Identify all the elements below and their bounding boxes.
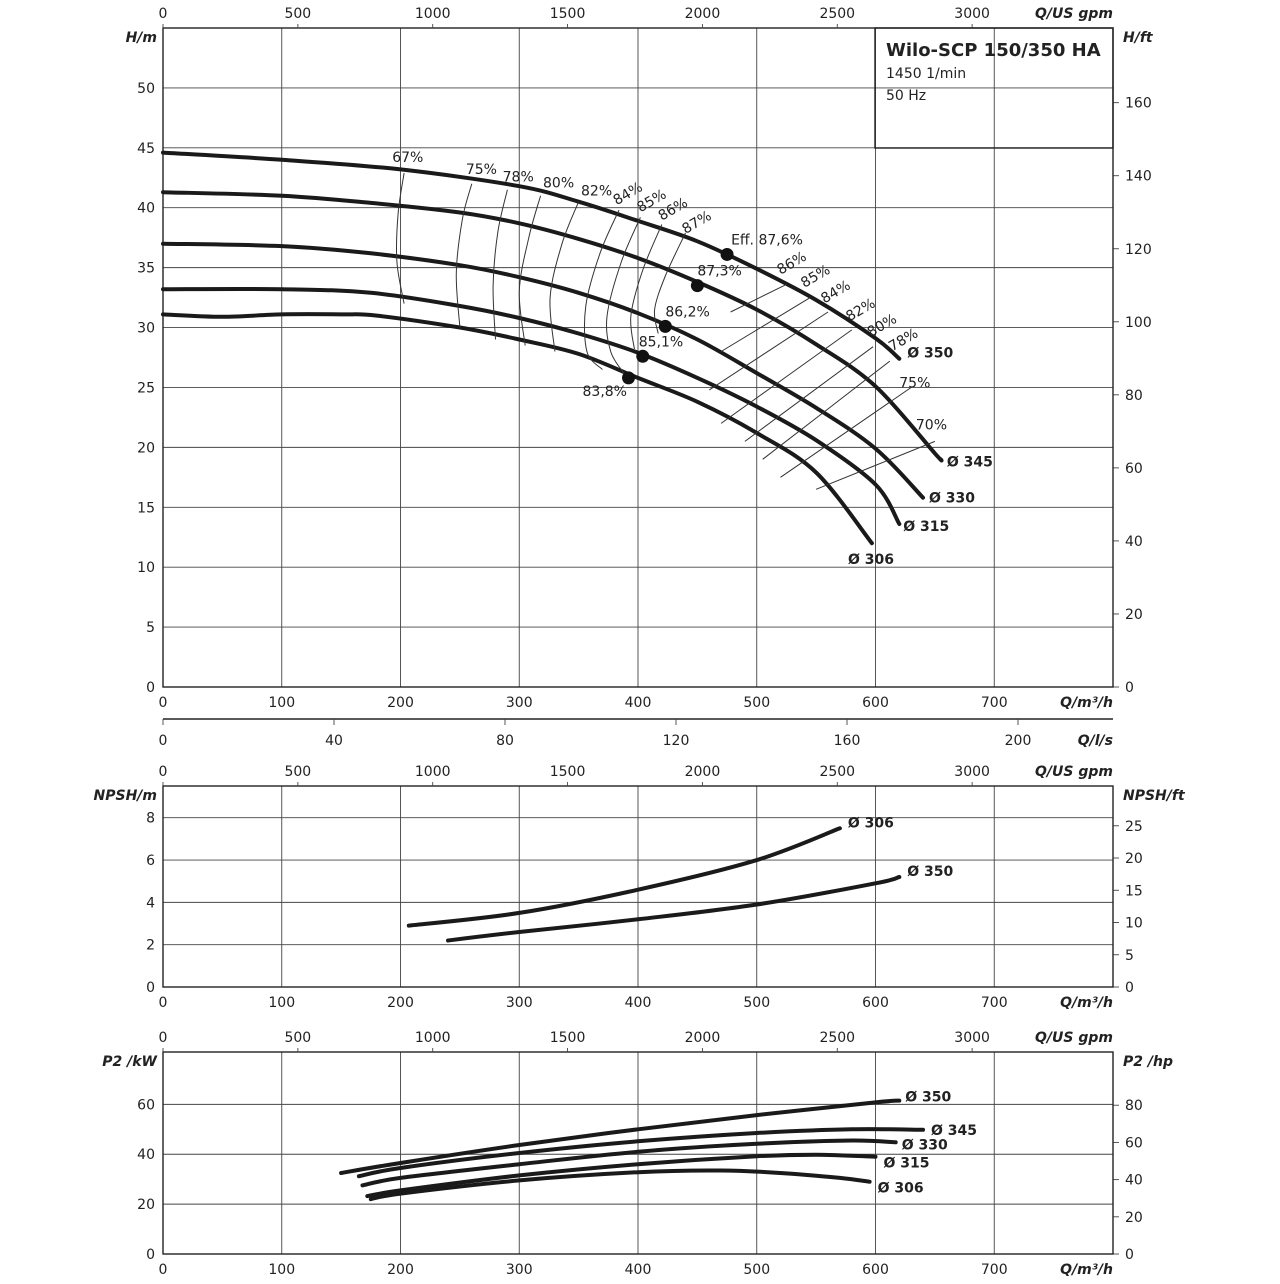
x-tick-label: 100 xyxy=(268,695,296,711)
bep-label: Eff. 87,6% xyxy=(731,232,803,249)
right-tick-label: 80 xyxy=(1125,1098,1143,1115)
y-axis-label-right: NPSH/ft xyxy=(1123,788,1185,804)
x-tick-label: 400 xyxy=(624,695,652,711)
x-tick-label: 0 xyxy=(158,1262,168,1278)
chart-title: Wilo-SCP 150/350 HA xyxy=(886,40,1101,61)
curve-350 xyxy=(448,877,899,941)
x-tick-label: 200 xyxy=(387,695,414,711)
curve-label: Ø 350 xyxy=(905,1089,952,1106)
ls-tick-label: 200 xyxy=(1004,733,1032,749)
panel-3 xyxy=(102,1030,1173,1278)
x-tick-label: 300 xyxy=(505,695,533,711)
y-axis-label: NPSH/m xyxy=(93,788,157,804)
y-tick-label: 20 xyxy=(137,1197,155,1214)
curve-315 xyxy=(163,289,899,524)
curve-306 xyxy=(409,828,840,925)
top-tick-label: 500 xyxy=(284,6,312,22)
curve-label: Ø 315 xyxy=(903,519,950,536)
bep-point xyxy=(721,248,734,261)
top-tick-label: 1000 xyxy=(414,6,451,22)
efficiency-label: 82% xyxy=(581,183,613,200)
y-tick-label: 0 xyxy=(146,980,155,996)
iso-efficiency-line xyxy=(731,284,787,312)
right-tick-label: 0 xyxy=(1125,1247,1134,1263)
y-tick-label: 30 xyxy=(137,320,155,337)
curve-label: Ø 330 xyxy=(929,490,975,507)
bep-point xyxy=(691,279,704,292)
ls-tick-label: 120 xyxy=(662,733,690,749)
y-tick-label: 2 xyxy=(146,937,155,954)
x-tick-label: 400 xyxy=(624,995,652,1011)
ls-tick-label: 80 xyxy=(496,733,514,749)
y-tick-label: 5 xyxy=(146,620,155,637)
y-tick-label: 0 xyxy=(146,680,155,696)
top-tick-label: 2000 xyxy=(684,1030,721,1046)
bep-label: 85,1% xyxy=(638,334,684,351)
top-tick-label: 500 xyxy=(284,1030,312,1046)
right-tick-label: 5 xyxy=(1125,947,1134,964)
top-tick-label: 1500 xyxy=(549,764,586,780)
efficiency-label: 70% xyxy=(915,417,947,434)
top-tick-label: 1500 xyxy=(549,6,586,22)
y-tick-label: 40 xyxy=(137,200,155,217)
x-axis-label: Q/m³/h xyxy=(1060,1262,1113,1278)
ls-tick-label: 160 xyxy=(833,733,861,749)
top-tick-label: 1000 xyxy=(414,764,451,780)
top-tick-label: 2000 xyxy=(684,764,721,780)
x-tick-label: 600 xyxy=(862,1262,889,1278)
top-axis-label: Q/US gpm xyxy=(1035,6,1113,22)
x-tick-label: 0 xyxy=(158,695,168,711)
top-tick-label: 1000 xyxy=(414,1030,451,1046)
efficiency-label: 67% xyxy=(392,150,424,167)
y-tick-label: 35 xyxy=(137,260,155,277)
y-tick-label: 20 xyxy=(137,440,155,457)
top-tick-label: 0 xyxy=(158,1030,168,1046)
top-axis-label: Q/US gpm xyxy=(1035,1030,1113,1046)
ls-tick-label: 40 xyxy=(325,733,343,749)
x-tick-label: 400 xyxy=(624,1262,652,1278)
efficiency-label: 86% xyxy=(774,248,810,279)
y-axis-label-right: H/ft xyxy=(1123,30,1153,46)
curve-label: Ø 306 xyxy=(847,815,894,832)
x-tick-label: 200 xyxy=(387,1262,414,1278)
top-tick-label: 3000 xyxy=(954,6,990,22)
right-tick-label: 20 xyxy=(1125,851,1143,868)
x-tick-label: 500 xyxy=(743,1262,771,1278)
right-tick-label: 20 xyxy=(1125,606,1143,623)
curve-label: Ø 345 xyxy=(946,454,993,471)
x-tick-label: 500 xyxy=(743,995,771,1011)
curve-label: Ø 350 xyxy=(907,863,954,880)
bep-point xyxy=(636,350,649,363)
efficiency-label: 86% xyxy=(655,194,691,225)
efficiency-label: 84% xyxy=(610,179,646,209)
efficiency-label: 85% xyxy=(634,186,670,216)
top-tick-label: 2500 xyxy=(819,1030,856,1046)
efficiency-label: 80% xyxy=(543,175,575,192)
y-axis-label: H/m xyxy=(125,30,157,46)
y-tick-label: 0 xyxy=(146,1247,155,1263)
bep-point xyxy=(622,371,635,384)
right-tick-label: 160 xyxy=(1125,95,1152,112)
y-tick-label: 50 xyxy=(137,80,155,97)
x-tick-label: 700 xyxy=(980,1262,1008,1278)
bep-label: 86,2% xyxy=(665,304,710,321)
top-tick-label: 0 xyxy=(158,764,168,780)
panel-2 xyxy=(94,764,1186,1011)
right-tick-label: 140 xyxy=(1125,168,1152,185)
bep-label: 87,3% xyxy=(697,263,742,280)
x-tick-label: 0 xyxy=(158,995,168,1011)
y-tick-label: 60 xyxy=(137,1097,155,1114)
efficiency-label: 78% xyxy=(886,325,922,355)
right-tick-label: 40 xyxy=(1125,533,1143,550)
curve-label: Ø 350 xyxy=(907,345,954,362)
right-tick-label: 20 xyxy=(1125,1209,1143,1226)
top-tick-label: 2000 xyxy=(684,6,721,22)
x-axis-label: Q/m³/h xyxy=(1060,995,1113,1011)
right-tick-label: 40 xyxy=(1125,1172,1143,1189)
y-tick-label: 8 xyxy=(146,810,155,827)
efficiency-label: 75% xyxy=(899,375,931,392)
right-tick-label: 15 xyxy=(1125,883,1143,900)
x-tick-label: 300 xyxy=(505,1262,533,1278)
right-tick-label: 25 xyxy=(1125,818,1143,835)
x-tick-label: 300 xyxy=(505,995,533,1011)
curve-label: Ø 306 xyxy=(847,552,894,569)
right-tick-label: 0 xyxy=(1125,980,1134,996)
iso-efficiency-line xyxy=(493,190,507,340)
x-tick-label: 700 xyxy=(980,995,1008,1011)
efficiency-label: 78% xyxy=(502,169,534,186)
curve-350 xyxy=(341,1101,899,1173)
x-tick-label: 700 xyxy=(980,695,1008,711)
top-axis-label: Q/US gpm xyxy=(1035,764,1113,780)
x-tick-label: 100 xyxy=(268,1262,296,1278)
y-tick-label: 45 xyxy=(137,140,155,157)
legend-line: 1450 1/min xyxy=(886,66,967,82)
right-tick-label: 120 xyxy=(1125,241,1152,258)
curve-label: Ø 315 xyxy=(883,1155,930,1172)
curve-label: Ø 330 xyxy=(901,1137,948,1154)
top-tick-label: 3000 xyxy=(954,764,990,780)
top-tick-label: 2500 xyxy=(819,6,856,22)
x-axis-label: Q/m³/h xyxy=(1060,695,1113,711)
efficiency-label: 87% xyxy=(679,208,715,238)
top-tick-label: 1500 xyxy=(549,1030,586,1046)
x-tick-label: 100 xyxy=(268,995,296,1011)
y-tick-label: 6 xyxy=(146,853,155,870)
curve-306 xyxy=(163,314,872,543)
right-tick-label: 10 xyxy=(1125,915,1143,932)
efficiency-label: 82% xyxy=(843,295,879,326)
curve-label: Ø 306 xyxy=(877,1180,924,1197)
y-tick-label: 40 xyxy=(137,1147,155,1164)
top-tick-label: 2500 xyxy=(819,764,856,780)
ls-axis-label: Q/l/s xyxy=(1077,733,1113,749)
y-axis-label-right: P2 /hp xyxy=(1123,1054,1173,1070)
x-tick-label: 600 xyxy=(862,695,889,711)
iso-efficiency-line xyxy=(721,298,810,352)
y-axis-label: P2 /kW xyxy=(102,1054,157,1070)
legend-line: 50 Hz xyxy=(886,88,927,104)
top-tick-label: 500 xyxy=(284,764,312,780)
y-tick-label: 4 xyxy=(146,895,155,912)
x-tick-label: 500 xyxy=(743,695,771,711)
x-tick-label: 200 xyxy=(387,995,414,1011)
y-tick-label: 25 xyxy=(137,380,155,397)
panel-1 xyxy=(126,6,1154,711)
ls-tick-label: 0 xyxy=(158,733,168,749)
right-tick-label: 80 xyxy=(1125,387,1143,404)
top-tick-label: 0 xyxy=(158,6,168,22)
top-tick-label: 3000 xyxy=(954,1030,990,1046)
right-tick-label: 60 xyxy=(1125,1135,1143,1152)
efficiency-label: 84% xyxy=(818,277,854,308)
y-tick-label: 15 xyxy=(137,500,155,517)
efficiency-label: 75% xyxy=(465,162,497,179)
x-tick-label: 600 xyxy=(862,995,889,1011)
bep-point xyxy=(659,320,672,333)
right-tick-label: 100 xyxy=(1125,314,1152,331)
bep-label: 83,8% xyxy=(582,383,627,400)
y-tick-label: 10 xyxy=(137,560,155,577)
right-tick-label: 0 xyxy=(1125,680,1134,696)
right-tick-label: 60 xyxy=(1125,460,1143,477)
efficiency-label: 80% xyxy=(864,311,900,341)
efficiency-label: 85% xyxy=(798,262,834,292)
curve-label: Ø 345 xyxy=(931,1122,977,1139)
